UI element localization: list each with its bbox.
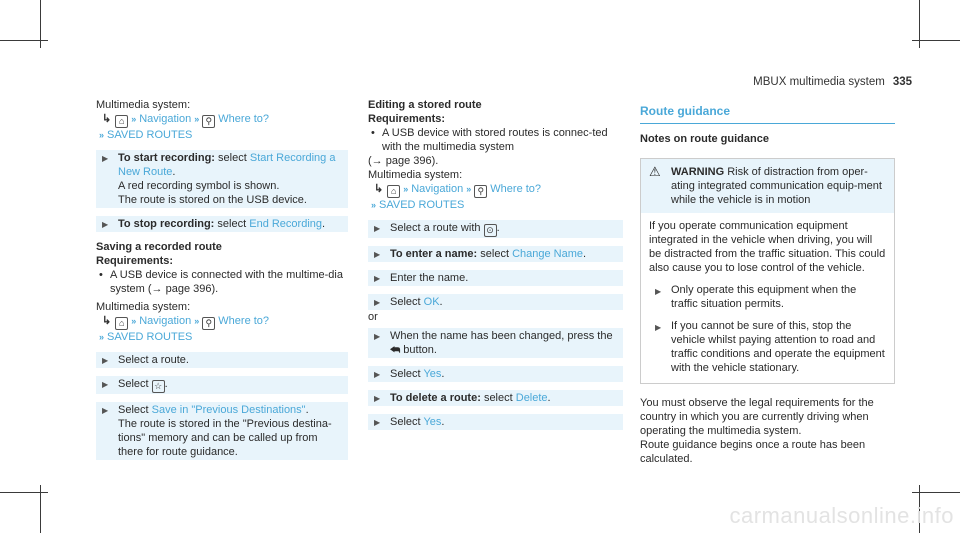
page-number: 335	[892, 76, 912, 88]
requirements-label: Requirements:	[368, 113, 446, 125]
crop-mark	[40, 485, 41, 533]
step-arrow-icon: ▶	[374, 224, 381, 233]
step-text: Select	[118, 404, 149, 416]
step-select-route-options	[368, 220, 623, 238]
change-name-link: Change Name	[512, 248, 584, 260]
search-icon: ⚲	[202, 115, 215, 128]
step-label: To stop recording:	[118, 218, 215, 230]
step-select-star	[96, 376, 348, 394]
star-icon: ☆	[152, 380, 165, 393]
step-arrow-icon: ▶	[374, 274, 381, 283]
step-arrow-icon: ▶	[102, 356, 109, 365]
step-select-route	[96, 352, 348, 368]
path-navigation: Navigation	[411, 183, 464, 195]
path-hook-icon: ↳	[374, 183, 384, 195]
watermark: carmanualsonline.info	[729, 503, 954, 528]
path-arrow-icon: »	[466, 184, 472, 194]
step-arrow-icon: ▶	[102, 380, 109, 389]
step-delete-route	[368, 390, 623, 406]
step-text: select	[480, 248, 510, 260]
requirement-text: A USB device is connected with the multime-dia system (→ page 396).	[110, 269, 343, 295]
step-arrow-icon: ▶	[655, 323, 662, 332]
warning-icon: ⚠	[649, 164, 661, 179]
path-arrow-icon: »	[131, 316, 137, 326]
step-arrow-icon: ▶	[374, 332, 381, 341]
bullet-icon: •	[371, 127, 375, 139]
step-text: Only operate this equipment when the traffic situation permits.	[671, 284, 857, 310]
search-icon: ⚲	[474, 185, 487, 198]
step-punct: .	[322, 218, 326, 230]
step-label: To enter a name:	[390, 248, 478, 260]
step-text: select	[218, 152, 247, 164]
step-punct: .	[441, 368, 445, 380]
step-punct: .	[172, 166, 176, 178]
warning-header	[641, 159, 894, 213]
home-icon: ⌂	[387, 185, 400, 198]
step-text: Select	[390, 368, 421, 380]
requirement-text: A USB device with stored routes is connec-ted with the multimedia system	[382, 127, 608, 153]
section-heading: Editing a stored route	[368, 99, 482, 111]
home-icon: ⌂	[115, 115, 128, 128]
step-punct: .	[547, 392, 551, 404]
path-saved-routes: SAVED ROUTES	[107, 331, 193, 343]
step-label: To start recording:	[118, 152, 215, 164]
path-where-to: Where to?	[218, 113, 270, 125]
step-text: button.	[403, 344, 437, 356]
step-arrow-icon: ▶	[374, 250, 381, 259]
paragraph: Route guidance begins once a route has been calculated.	[640, 439, 866, 465]
search-icon: ⚲	[202, 317, 215, 330]
path-saved-routes: SAVED ROUTES	[379, 199, 465, 211]
step-arrow-icon: ▶	[374, 298, 381, 307]
path-navigation: Navigation	[139, 113, 192, 125]
paragraph: You must observe the legal requirements for the country in which you are currently driving when operating the multimedia system.	[640, 397, 874, 437]
step-enter-the-name	[368, 270, 623, 286]
step-text: The route is stored on the USB device.	[118, 194, 307, 206]
path-where-to: Where to?	[490, 183, 542, 195]
step-enter-name	[368, 246, 623, 262]
path-arrow-icon: »	[194, 114, 200, 124]
step-label: To delete a route:	[390, 392, 481, 404]
path-arrow-icon: »	[403, 184, 409, 194]
warning-text: Risk of distraction from oper-ating integrated communication equip-ment while the vehicle is in motion	[671, 166, 882, 206]
path-where-to: Where to?	[218, 315, 270, 327]
step-text: Select a route.	[118, 354, 189, 366]
step-arrow-icon: ▶	[102, 220, 109, 229]
step-arrow-icon: ▶	[102, 406, 109, 415]
yes-link: Yes	[423, 368, 442, 380]
notes-heading: Notes on route guidance	[640, 133, 769, 145]
step-select-yes-delete	[368, 414, 623, 430]
column-right	[640, 104, 895, 466]
step-text: Select	[390, 416, 421, 428]
menu-path	[96, 314, 348, 330]
step-text: If you cannot be sure of this, stop the vehicle whilst paying attention to road and traffic conditions and operate the equipment with the vehicle stationary.	[671, 320, 885, 374]
path-hook-icon: ↳	[102, 315, 112, 327]
page-header	[753, 76, 912, 88]
column-left	[96, 98, 348, 460]
step-arrow-icon: ▶	[102, 154, 109, 163]
menu-path	[368, 182, 623, 198]
step-punct: .	[439, 296, 443, 308]
start-recording-link: Start Recording a New Route	[118, 152, 336, 178]
requirement-ref: (→ page 396).	[368, 155, 439, 167]
yes-link: Yes	[423, 416, 442, 428]
step-start-recording	[96, 150, 348, 208]
step-text: Select a route with	[390, 222, 481, 234]
step-text: The route is stored in the "Previous destina-tions" memory and can be called up from there for route guidance.	[118, 418, 332, 458]
step-stop-recording	[96, 216, 348, 232]
step-press-back	[368, 328, 623, 358]
requirement-item	[368, 126, 623, 154]
end-recording-link: End Recording	[249, 218, 323, 230]
step-select-ok	[368, 294, 623, 310]
step-arrow-icon: ▶	[374, 418, 381, 427]
back-icon: ⮪	[390, 344, 401, 356]
requirements-label: Requirements:	[96, 255, 174, 267]
path-arrow-icon: »	[99, 130, 105, 140]
step-punct: .	[164, 378, 168, 390]
page-title: MBUX multimedia system	[753, 76, 885, 88]
step-text: select	[483, 392, 513, 404]
warning-body-text: If you operate communication equipment integrated in the vehicle when driving, you will be distracted from the traffic situation. This could also cause you to lose control of the vehicle.	[649, 220, 886, 274]
warning-label: WARNING	[671, 166, 725, 178]
home-icon: ⌂	[115, 317, 128, 330]
warning-step	[649, 283, 886, 311]
ok-link: OK	[423, 296, 440, 308]
warning-body	[641, 213, 894, 383]
intro-text: Multimedia system:	[96, 301, 191, 313]
menu-path-cont	[96, 128, 348, 142]
requirement-item	[96, 268, 348, 296]
step-punct: .	[496, 222, 500, 234]
warning-box	[640, 158, 895, 384]
bullet-icon: •	[99, 269, 103, 281]
step-punct: .	[441, 416, 445, 428]
menu-path-cont	[96, 330, 348, 344]
crop-mark	[40, 0, 41, 48]
step-select-yes	[368, 366, 623, 382]
section-heading: Saving a recorded route	[96, 241, 222, 253]
path-arrow-icon: »	[131, 114, 137, 124]
menu-path-cont	[368, 198, 623, 212]
delete-link: Delete	[515, 392, 548, 404]
step-text: Select	[390, 296, 421, 308]
intro-text: Multimedia system:	[368, 169, 463, 181]
step-text: Enter the name.	[390, 272, 469, 284]
step-text: When the name has been changed, press the	[390, 330, 613, 342]
path-saved-routes: SAVED ROUTES	[107, 129, 193, 141]
step-save-previous	[96, 402, 348, 460]
path-arrow-icon: »	[194, 316, 200, 326]
step-arrow-icon: ▶	[374, 394, 381, 403]
step-text: A red recording symbol is shown.	[118, 180, 280, 192]
crop-mark	[919, 0, 920, 48]
path-hook-icon: ↳	[102, 113, 112, 125]
or-text: or	[368, 311, 378, 323]
section-title: Route guidance	[640, 104, 895, 124]
intro-text: Multimedia system:	[96, 99, 191, 111]
save-previous-link: Save in "Previous Destinations"	[151, 404, 306, 416]
step-text: select	[217, 218, 247, 230]
path-navigation: Navigation	[139, 315, 192, 327]
warning-step	[649, 319, 886, 375]
step-arrow-icon: ▶	[374, 370, 381, 379]
options-icon: ⊙	[484, 224, 497, 237]
step-punct: .	[305, 404, 309, 416]
column-middle	[368, 98, 623, 430]
path-arrow-icon: »	[371, 200, 377, 210]
step-text: Select	[118, 378, 149, 390]
path-arrow-icon: »	[99, 332, 105, 342]
step-arrow-icon: ▶	[655, 287, 662, 296]
menu-path	[96, 112, 348, 128]
step-punct: .	[583, 248, 587, 260]
